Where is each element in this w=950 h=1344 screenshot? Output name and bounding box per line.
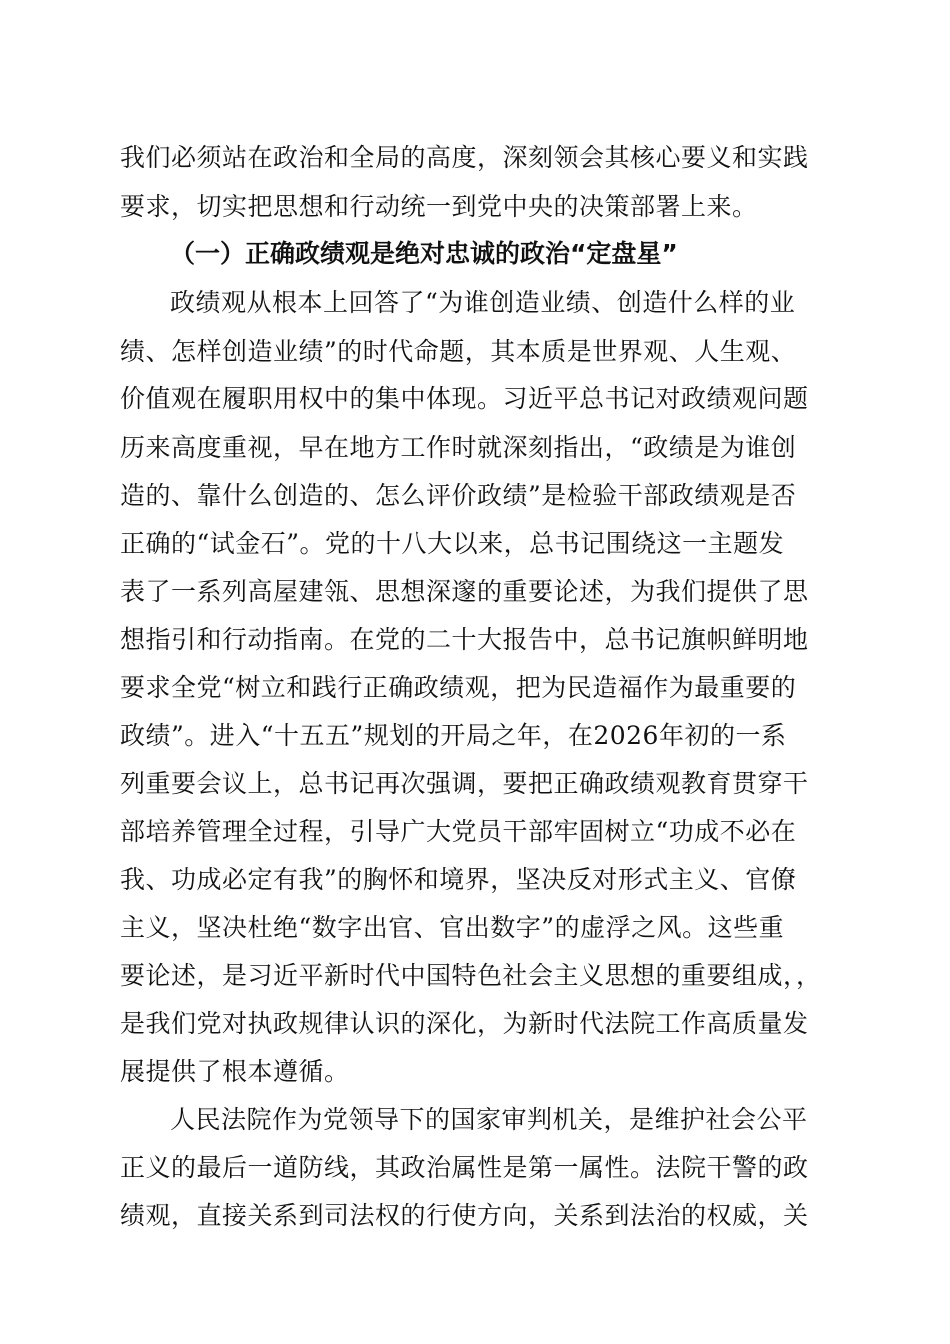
paragraph-line: 我们必须站在政治和全局的高度，深刻领会其核心要义和实践: [120, 143, 809, 172]
paragraph-line: 要论述，是习近平新时代中国特色社会主义思想的重要组成，，: [120, 961, 822, 990]
paragraph-line: 表了一系列高屋建瓴、思想深邃的重要论述，为我们提供了思: [120, 577, 809, 606]
paragraph-line: 历来高度重视，早在地方工作时就深刻指出，“政绩是为谁创: [120, 433, 797, 462]
paragraph-line: 是我们党对执政规律认识的深化，为新时代法院工作高质量发: [120, 1009, 809, 1038]
paragraph-line: 绩、怎样创造业绩”的时代命题，其本质是世界观、人生观、: [120, 337, 797, 366]
paragraph-line: 造的、靠什么创造的、怎么评价政绩”是检验干部政绩观是否: [120, 481, 797, 510]
paragraph-line: 想指引和行动指南。在党的二十大报告中，总书记旗帜鲜明地: [120, 625, 809, 654]
section-heading: （一）正确政绩观是绝对忠诚的政治“定盘星”: [170, 239, 678, 268]
paragraph-line: 政绩”。进入“十五五”规划的开局之年，在2026年初的一系: [120, 721, 787, 750]
paragraph-line: 展提供了根本遵循。: [120, 1057, 350, 1086]
paragraph-line: 列重要会议上，总书记再次强调，要把正确政绩观教育贯穿干: [120, 769, 809, 798]
paragraph-line: 要求，切实把思想和行动统一到党中央的决策部署上来。: [120, 192, 758, 221]
paragraph-line: 要求全党“树立和践行正确政绩观，把为民造福作为最重要的: [120, 673, 797, 702]
paragraph-line: 部培养管理全过程，引导广大党员干部牢固树立“功成不必在: [120, 817, 797, 846]
paragraph-line: 政绩观从根本上回答了“为谁创造业绩、创造什么样的业: [170, 288, 796, 317]
paragraph-line: 主义，坚决杜绝“数字出官、官出数字”的虚浮之风。这些重: [120, 913, 785, 942]
paragraph-line: 正确的“试金石”。党的十八大以来，总书记围绕这一主题发: [120, 529, 785, 558]
paragraph-line: 我、功成必定有我”的胸怀和境界，坚决反对形式主义、官僚: [120, 865, 797, 894]
paragraph-line: 正义的最后一道防线，其政治属性是第一属性。法院干警的政: [120, 1153, 809, 1182]
paragraph-line: 价值观在履职用权中的集中体现。习近平总书记对政绩观问题: [120, 384, 809, 413]
paragraph-line: 人民法院作为党领导下的国家审判机关，是维护社会公平: [170, 1105, 808, 1134]
paragraph-line: 绩观，直接关系到司法权的行使方向，关系到法治的权威，关: [120, 1201, 809, 1230]
